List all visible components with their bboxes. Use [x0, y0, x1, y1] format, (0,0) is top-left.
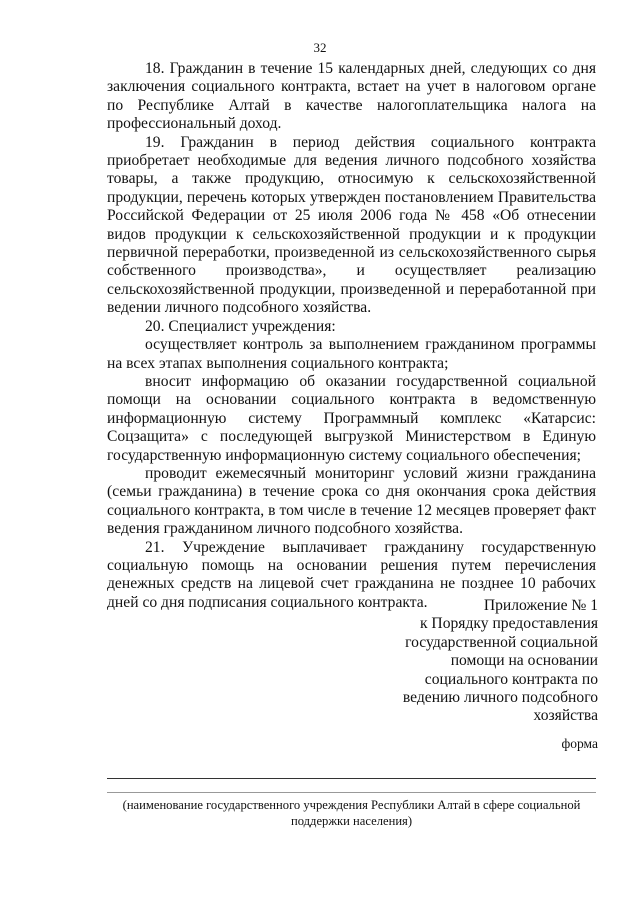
fill-in-line: [107, 778, 596, 779]
form-label: форма: [561, 736, 598, 751]
appendix-header: [360, 597, 598, 726]
paragraph-20-item-monitoring: проводит ежемесячный мониторинг условий жизни гражданина (семьи гражданина) в течение срока со дня окончания срока действия социального контракта, в том числе в течение 12 месяцев проверяет факт ведения гражданином личного подсобного хозяйства.: [107, 464, 596, 538]
document-body: [107, 60, 596, 612]
appendix-line: государственной социальной: [405, 633, 598, 651]
institution-caption: (наименование государственного учреждения Республики Алтай в сфере социальной поддержки населения): [122, 798, 581, 828]
appendix-line: ведению личного подсобного: [402, 689, 598, 707]
paragraph-20-item-control: осуществляет контроль за выполнением гражданином программы на всех этапах выполнения социального контракта;: [107, 336, 596, 372]
appendix-line: хозяйства: [533, 707, 598, 725]
appendix-line: к Порядку предоставления: [419, 615, 598, 633]
appendix-line: помощи на основании: [450, 652, 598, 670]
appendix-line: социального контракта по: [424, 670, 598, 688]
appendix-line: Приложение № 1: [483, 597, 598, 614]
paragraph-21: 21. Учреждение выплачивает гражданину государственную социальную помощь на основании решения путем перечисления денежных средств на лицевой счет гражданина не позднее 10 рабочих дней со дня подписания социального контракта.: [107, 538, 596, 611]
page-number: 32: [313, 40, 327, 55]
fill-in-line: [107, 792, 596, 793]
paragraph-20-heading: 20. Специалист учреждения:: [145, 317, 336, 335]
paragraph-19: 19. Гражданин в период действия социального контракта приобретает необходимые для ведения личного подсобного хозяйства товары, а также продукцию, относимую к сельскохозяйственной продукции, перечень которых утвержден постановлением Правительства Российской Федерации от 25 июля 2006 года № 458 «Об отнесении видов продукции к сельскохозяйственной продукции и к продукции первичной переработки, произведенной из сельскохозяйственного сырья собственного производства», и осуществляет реализацию сельскохозяйственной продукции, произведенной и переработанной при ведении личного подсобного хозяйства.: [107, 133, 596, 317]
paragraph-18: 18. Гражданин в течение 15 календарных дней, следующих со дня заключения социального контракта, встает на учет в налоговом органе по Республике Алтай в качестве налогоплательщика налога на профессиональный доход.: [107, 60, 596, 133]
paragraph-20-item-information: вносит информацию об оказании государственной социальной помощи на основании социального контракта в ведомственную информационную систему Программный комплекс «Катарсис: Соцзащита» с последующей выгрузкой Министерством в Единую государственную информационную систему социального обеспечения;: [107, 372, 596, 464]
